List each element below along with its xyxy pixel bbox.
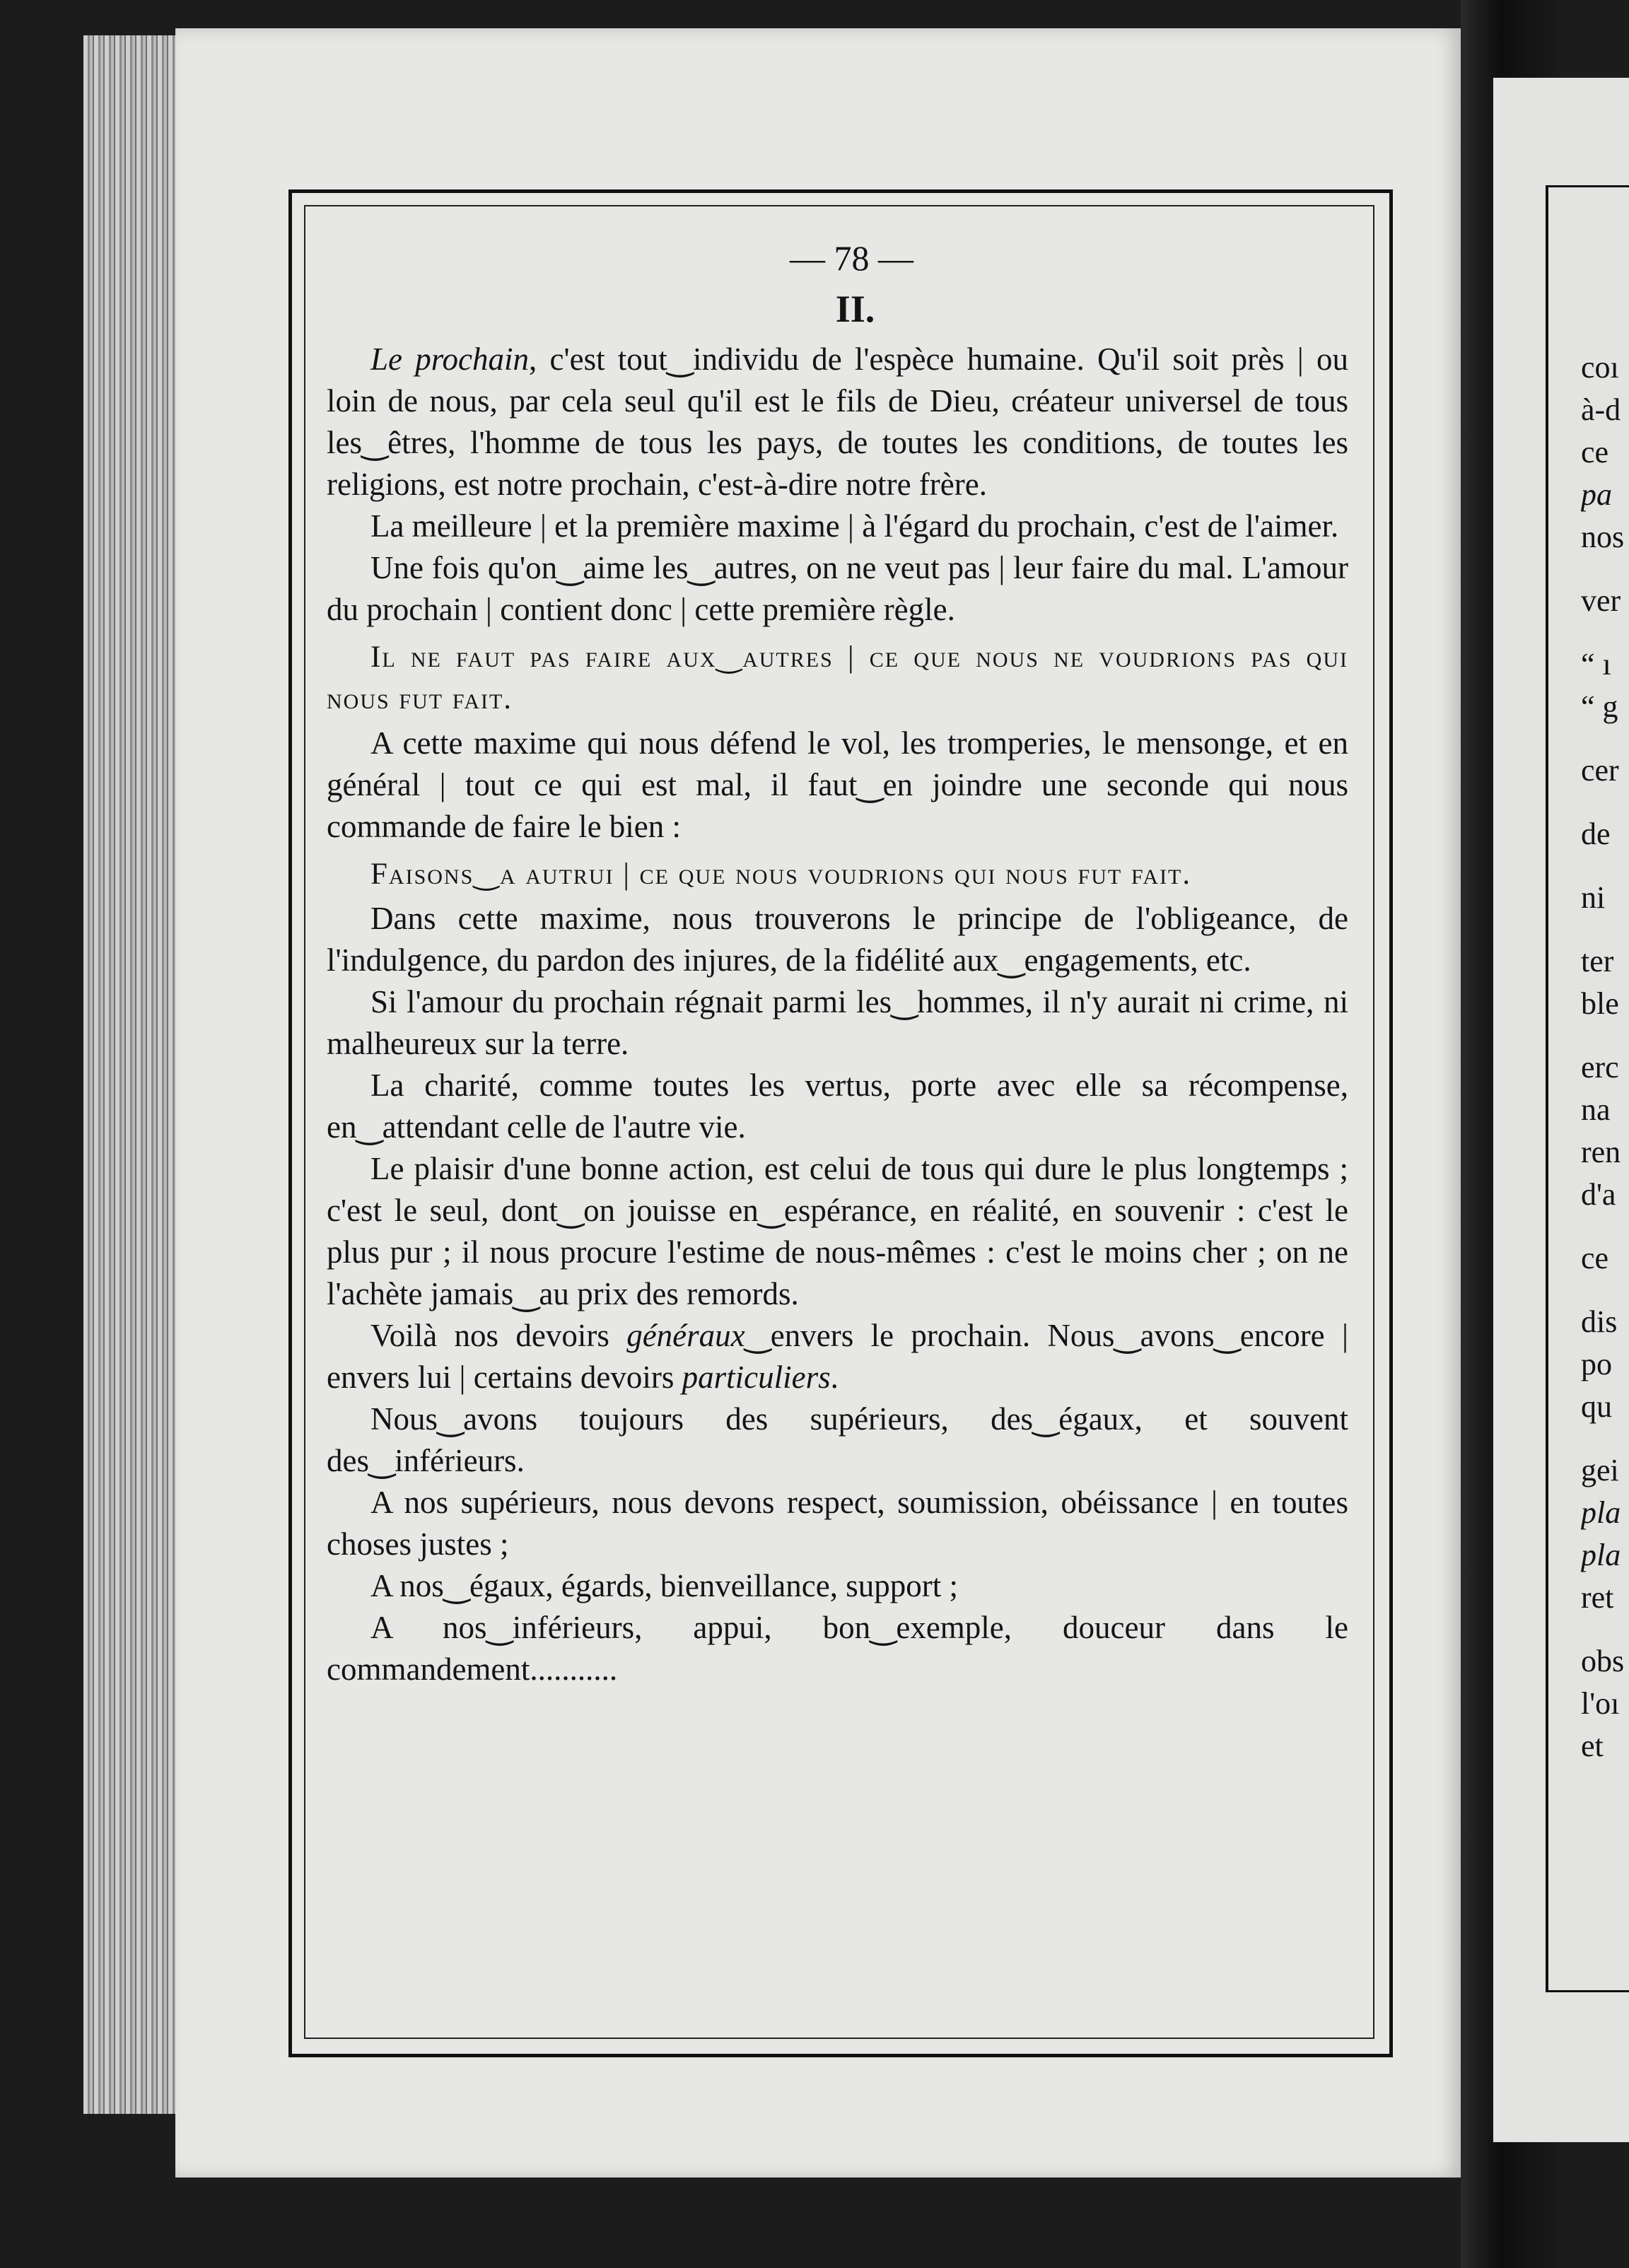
paragraph: La charité, comme toutes les vertus, porte avec elle sa récompense, en‿attendant celle de l'autre vie. xyxy=(327,1068,1348,1145)
book-page-edges xyxy=(83,35,189,2114)
fragment: à-d xyxy=(1581,392,1621,427)
maxim: Faisons‿a autrui | ce que nous voudrions qui nous fut fait. xyxy=(370,858,1192,891)
fragment: pa xyxy=(1581,477,1612,512)
paragraph: Nous‿avons toujours des supérieurs, des‿égaux, et souvent des‿inférieurs. xyxy=(327,1401,1348,1478)
fragment: ret xyxy=(1581,1580,1614,1615)
paragraph: A cette maxime qui nous défend le vol, les tromperies, le mensonge, et en général | tout ce qui est mal, il faut‿en joindre une seconde qui nous commande de faire le bien : xyxy=(327,725,1348,844)
fragment: “ g xyxy=(1581,689,1618,724)
maxim: Il ne faut pas faire aux‿autres | ce que nous ne voudrions pas qui nous fut fait. xyxy=(327,641,1348,715)
page-number: — 78 — xyxy=(790,238,913,278)
fragment: ble xyxy=(1581,986,1619,1021)
paragraph: A nos‿égaux, égards, bienveillance, support ; xyxy=(370,1568,958,1603)
fragment: ce xyxy=(1581,1241,1609,1275)
fragment: dis xyxy=(1581,1304,1618,1339)
next-page-text-fragments xyxy=(1581,346,1629,1767)
paragraph: Le prochain, c'est tout‿individu de l'espèce humaine. Qu'il soit près | ou loin de nous, par cela seul qu'il est le fils de Dieu, créateur universel de tous les‿êtres, l'homme de tous les pays, de toutes les conditions, de toutes les religions, est notre prochain, c'est-à-dire notre frère. xyxy=(327,341,1349,502)
fragment: d'a xyxy=(1581,1177,1616,1212)
fragment: obs xyxy=(1581,1644,1625,1678)
section-heading: II. xyxy=(835,288,875,330)
fragment: ce xyxy=(1581,435,1609,469)
paragraph: Si l'amour du prochain régnait parmi les‿hommes, il n'y aurait ni crime, ni malheureux sur la terre. xyxy=(327,984,1348,1061)
fragment: nos xyxy=(1581,520,1625,554)
fragment: ren xyxy=(1581,1135,1621,1169)
fragment: ni xyxy=(1581,880,1606,915)
fragment: et xyxy=(1581,1729,1604,1763)
fragment: ter xyxy=(1581,944,1614,978)
fragment: po xyxy=(1581,1347,1612,1381)
fragment: cer xyxy=(1581,753,1619,788)
fragment: pla xyxy=(1581,1538,1621,1572)
fragment: erc xyxy=(1581,1050,1619,1085)
paragraph: Voilà nos devoirs généraux‿envers le prochain. Nous‿avons‿encore | envers lui | certains devoirs particuliers. xyxy=(327,1318,1348,1395)
fragment: l'oı xyxy=(1581,1686,1620,1721)
paragraph: Une fois qu'on‿aime les‿autres, on ne veut pas | leur faire du mal. L'amour du prochain | contient donc | cette première règle. xyxy=(327,550,1348,627)
paragraph-lead: Le prochain xyxy=(370,341,530,377)
fragment: “ ı xyxy=(1581,647,1611,682)
fragment: na xyxy=(1581,1092,1611,1127)
paragraph: Le plaisir d'une bonne action, est celui de tous qui dure le plus longtemps ; c'est le seul, dont‿on jouisse en‿espérance, en réalité, en souvenir : c'est le plus pur ; il nous procure l'estime de nous-mêmes : c'est le moins cher ; on ne l'achète jamais‿au prix des remords. xyxy=(327,1151,1348,1311)
fragment: qu xyxy=(1581,1389,1612,1424)
fragment: de xyxy=(1581,817,1611,851)
fragment: gei xyxy=(1581,1453,1619,1487)
fragment: coı xyxy=(1581,350,1619,385)
paragraph: A nos supérieurs, nous devons respect, soumission, obéissance | en toutes choses justes ; xyxy=(327,1485,1348,1562)
page-content xyxy=(327,237,1348,1690)
fragment: pla xyxy=(1581,1495,1621,1530)
paragraph: A nos‿inférieurs, appui, bon‿exemple, douceur dans le commandement........... xyxy=(327,1610,1348,1687)
fragment: ver xyxy=(1581,583,1621,618)
paragraph: La meilleure | et la première maxime | à l'égard du prochain, c'est de l'aimer. xyxy=(370,508,1339,544)
paragraph: Dans cette maxime, nous trouverons le principe de l'obligeance, de l'indulgence, du pardon des injures, de la fidélité aux‿engagements, etc. xyxy=(327,901,1348,978)
